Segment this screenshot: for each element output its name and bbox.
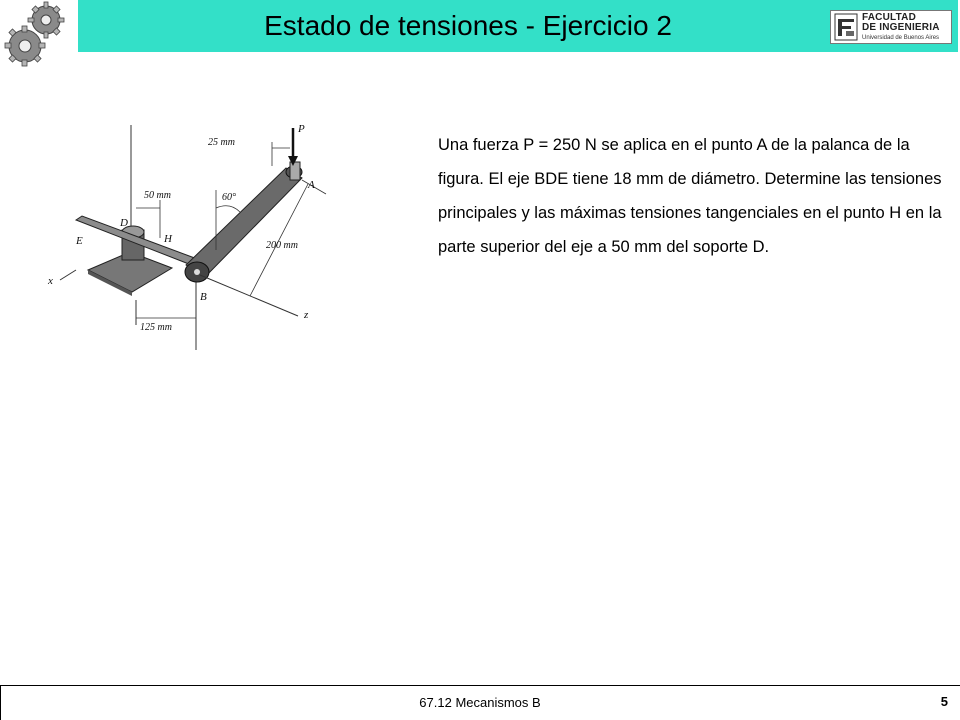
dim-angle: 60° xyxy=(222,192,236,203)
dim-200: 200 mm xyxy=(266,240,298,251)
faculty-logo xyxy=(830,10,952,44)
footer-course: 67.12 Mecanismos B xyxy=(419,695,541,710)
logo-line-1: FACULTAD xyxy=(862,12,916,23)
label-e: E xyxy=(76,235,83,247)
label-a: A xyxy=(308,179,315,191)
dim-125: 125 mm xyxy=(140,322,172,333)
label-z: z xyxy=(304,309,309,321)
dim-25: 25 mm xyxy=(208,137,235,148)
logo-emblem-icon xyxy=(834,13,858,41)
label-p: P xyxy=(298,123,305,135)
problem-statement: Una fuerza P = 250 N se aplica en el punto A de la palanca de la figura. El eje BDE tiene 18 mm de diámetro. Determine las tensiones principales y las máximas tensiones tangenciales en el punto H en la parte superior del eje a 50 mm del soporte D. xyxy=(438,136,942,256)
label-h: H xyxy=(164,233,172,245)
page-number: 5 xyxy=(940,694,948,709)
title-bar xyxy=(78,0,958,52)
label-b: B xyxy=(200,291,207,303)
logo-line-3: Universidad de Buenos Aires xyxy=(862,35,940,41)
lever-figure xyxy=(40,120,350,355)
label-d: D xyxy=(120,217,128,229)
gears-icon xyxy=(0,0,80,72)
logo-line-2: DE INGENIERIA xyxy=(862,22,940,33)
footer-rule xyxy=(0,685,960,686)
dim-50: 50 mm xyxy=(144,190,171,201)
label-x: x xyxy=(48,275,53,287)
slide-title: Estado de tensiones - Ejercicio 2 xyxy=(264,10,672,41)
